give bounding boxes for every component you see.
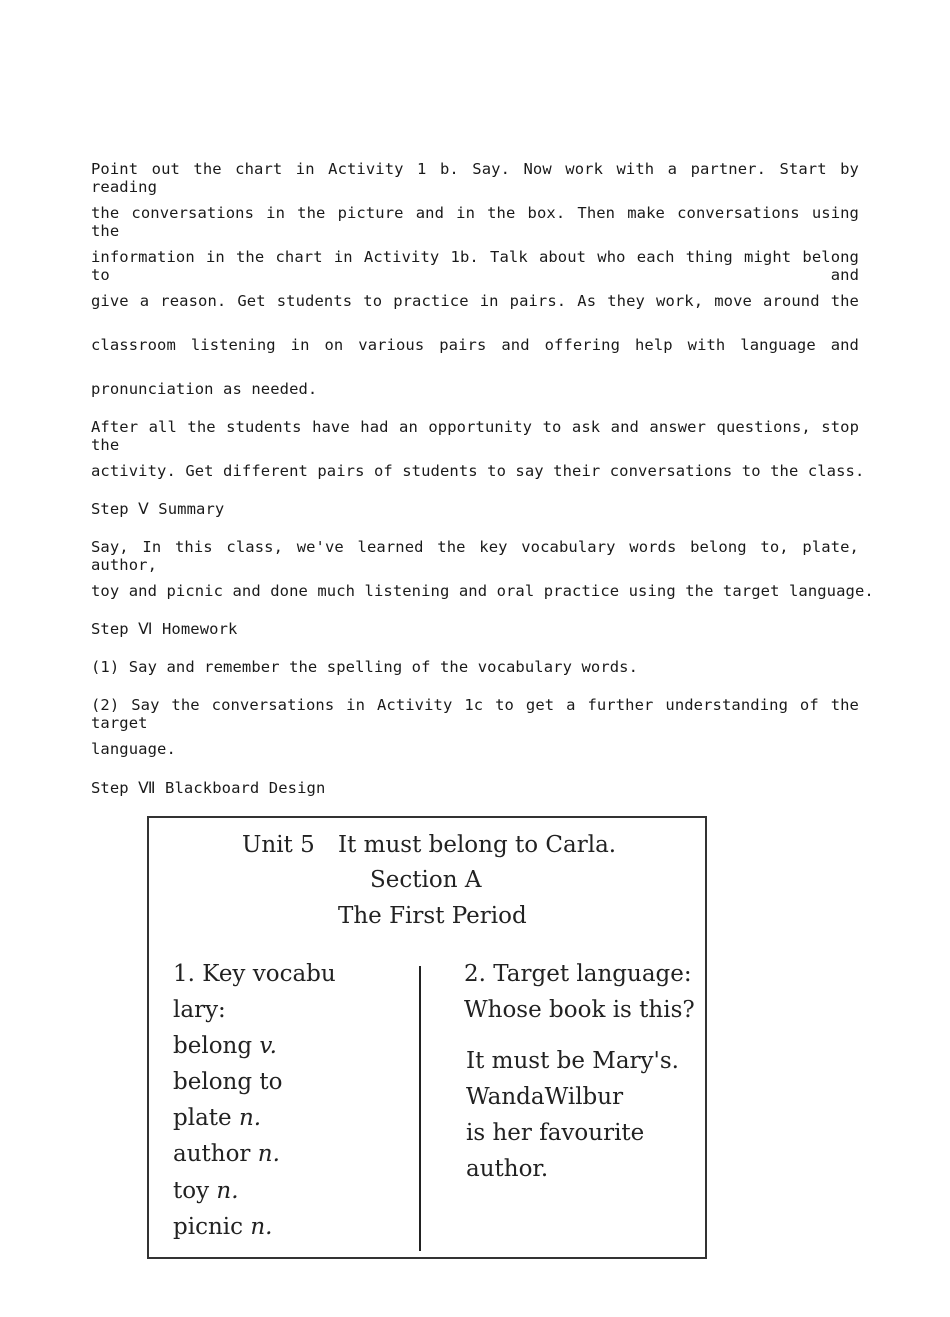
key-vocabulary-heading: 1. Key vocabu — [173, 961, 336, 987]
target-answer-line: author. — [466, 1156, 549, 1182]
paragraph-line: After all the students have had an opportunity to ask and answer questions, stop the — [91, 418, 859, 454]
target-answer-line: It must be Mary's. — [466, 1048, 679, 1074]
part-of-speech: v. — [259, 1033, 277, 1059]
target-question: Whose book is this? — [464, 997, 695, 1023]
column-divider — [419, 966, 421, 1251]
vocab-word: author — [173, 1141, 251, 1167]
paragraph-line: give a reason. Get students to practice in pairs. As they work, move around the — [91, 292, 859, 310]
vocab-word: toy — [173, 1178, 210, 1204]
part-of-speech: n. — [216, 1178, 239, 1204]
target-answer-line: WandaWilbur — [466, 1084, 624, 1110]
paragraph-line: Point out the chart in Activity 1 b. Say. Now work with a partner. Start by reading — [91, 160, 859, 196]
board-unit-label: Unit 5 — [242, 832, 315, 858]
paragraph-line: classroom listening in on various pairs and offering help with language and — [91, 336, 859, 354]
step7-heading: Step Ⅶ Blackboard Design — [91, 779, 326, 797]
board-section: Section A — [370, 867, 482, 893]
paragraph-line: pronunciation as needed. — [91, 380, 318, 398]
target-language-heading: 2. Target language: — [464, 961, 692, 987]
board-period: The First Period — [338, 903, 527, 929]
blackboard-design-box — [147, 816, 707, 1259]
target-answer-line: is her favourite — [466, 1120, 645, 1146]
step6-heading: Step Ⅵ Homework — [91, 620, 238, 638]
part-of-speech: n. — [257, 1141, 280, 1167]
homework-item: (2) Say the conversations in Activity 1c to get a further understanding of the target — [91, 696, 859, 732]
part-of-speech: n. — [238, 1105, 262, 1131]
step5-heading: Step Ⅴ Summary — [91, 500, 225, 518]
vocab-item — [173, 1033, 277, 1059]
paragraph-line: activity. Get different pairs of students to say their conversations to the class. — [91, 462, 865, 480]
vocab-word: belong — [173, 1033, 253, 1059]
summary-line: toy and picnic and done much listening and oral practice using the target language. — [91, 582, 874, 600]
paragraph-line: information in the chart in Activity 1b. Talk about who each thing might belong to and — [91, 248, 859, 284]
key-vocabulary-heading-cont: lary: — [173, 997, 226, 1023]
vocab-item — [173, 1105, 261, 1131]
part-of-speech: n. — [250, 1214, 273, 1240]
homework-item: (1) Say and remember the spelling of the vocabulary words. — [91, 658, 639, 676]
vocab-word: picnic — [173, 1214, 244, 1240]
vocab-item — [173, 1178, 239, 1204]
summary-line: Say, In this class, we've learned the key vocabulary words belong to, plate, author, — [91, 538, 859, 574]
vocab-item — [173, 1141, 280, 1167]
vocab-item — [173, 1214, 272, 1240]
vocab-item — [173, 1069, 282, 1095]
vocab-word: plate — [173, 1105, 232, 1131]
homework-item: language. — [91, 740, 176, 758]
vocab-word: belong to — [173, 1069, 283, 1095]
board-title: It must belong to Carla. — [338, 832, 617, 858]
paragraph-line: the conversations in the picture and in the box. Then make conversations using the — [91, 204, 859, 240]
